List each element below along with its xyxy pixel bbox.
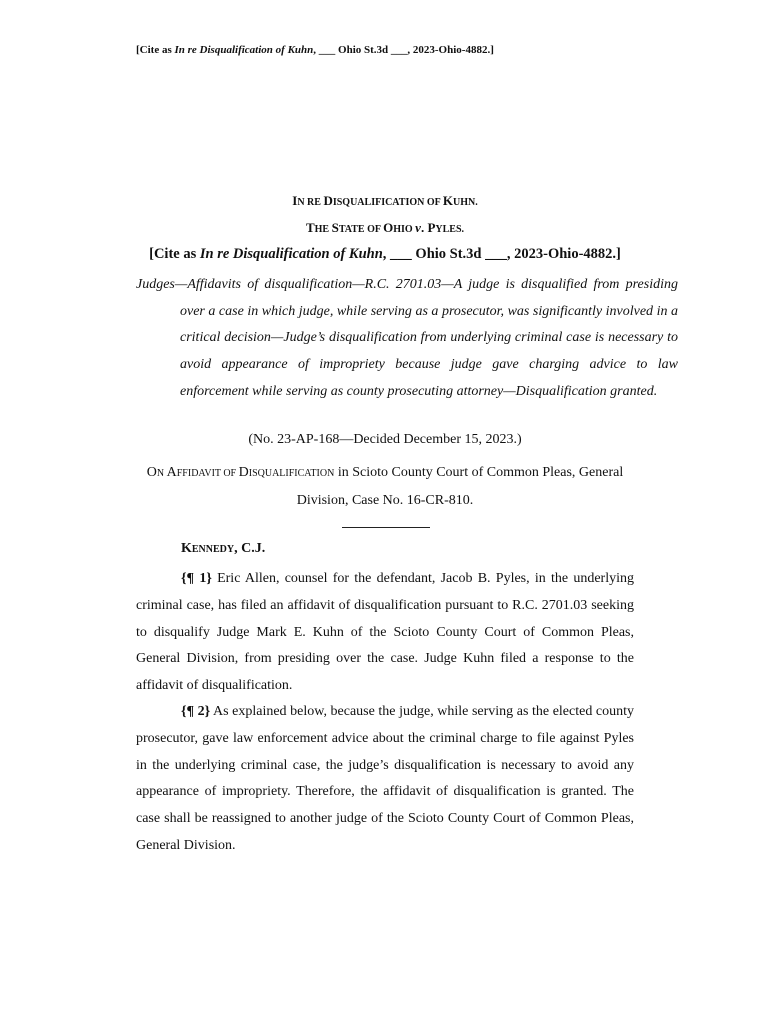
caption-letter: T (305, 220, 315, 235)
smallcaps-letter: A (166, 465, 177, 480)
running-head-case-name: In re Disqualification of Kuhn (174, 44, 314, 56)
caption-smallcaps: N RE (297, 197, 324, 208)
caption-smallcaps: HE (314, 224, 332, 235)
citation-line (0, 246, 770, 263)
caption-dot: . (420, 220, 428, 235)
caption-smallcaps: UHN. (452, 197, 478, 208)
smallcaps-text: N (156, 468, 167, 479)
opinion-paragraph-2 (136, 699, 634, 860)
author-suffix: , C.J. (234, 541, 266, 556)
case-caption-line-2 (0, 220, 770, 236)
on-affidavit-line (136, 459, 634, 514)
smallcaps-letter: O (146, 465, 157, 480)
smallcaps-text: FFIDAVIT OF (176, 468, 239, 479)
author-letter: K (181, 541, 192, 556)
caption-smallcaps: YLES. (435, 224, 465, 235)
caption-letter: S (331, 220, 339, 235)
citation-suffix: , ___ Ohio St.3d ___, 2023-Ohio-4882.] (382, 246, 621, 262)
case-caption-line-1 (0, 193, 770, 209)
opinion-author (181, 541, 265, 557)
syllabus: Judges—Affidavits of disqualification—R.C. 2701.03—A judge is disqualified from presiding over a case in which judge, while serving as a prosecutor, was significantly involved in a critical decision—Judge’s disqualification from underlying criminal case is necessary to avoid appearance of impropriety because judge gave charging advice to law enforcement while serving as county prosecuting attorney—Disqualification granted. (136, 277, 678, 399)
caption-letter: K (442, 193, 453, 208)
caption-letter: O (383, 220, 394, 235)
caption-letter: D (323, 193, 333, 208)
caption-smallcaps: ISQUALIFICATION OF (332, 197, 443, 208)
citation-prefix: [Cite as (149, 246, 200, 262)
smallcaps-letter: D (238, 465, 249, 480)
caption-letter: I (292, 193, 298, 208)
caption-smallcaps: HIO (393, 224, 416, 235)
paragraph-number: {¶ 1} (181, 571, 212, 586)
running-head (136, 44, 494, 56)
caption-smallcaps: TATE OF (338, 224, 384, 235)
smallcaps-text: ISQUALIFICATION (248, 468, 335, 479)
paragraph-number: {¶ 2} (181, 704, 211, 719)
paragraph-text: Eric Allen, counsel for the defendant, Jacob B. Pyles, in the underlying criminal case, has filed an affidavit of disqualification pursuant to R.C. 2701.03 seeking to disqualify Judge Mark E. Kuhn of the Scioto County Court of Common Pleas, General Division, from presiding over the case. Judge Kuhn filed a response to the affidavit of disqualification. (136, 571, 634, 694)
caption-letter: P (427, 220, 436, 235)
author-smallcaps: ENNEDY (191, 544, 235, 555)
section-divider (342, 527, 430, 528)
running-head-suffix: , ___ Ohio St.3d ___, 2023-Ohio-4882.] (313, 44, 494, 56)
caption-versus: v (415, 220, 421, 235)
paragraph-text: As explained below, because the judge, while serving as the elected county prosecutor, gave law enforcement advice about the criminal charge to file against Pyles in the underlying criminal case, the judge’s disqualification is necessary to avoid any appearance of impropriety. Therefore, the affidavit of disqualification is granted. The case shall be reassigned to another judge of the Scioto County Court of Common Pleas, General Division. (136, 704, 635, 853)
running-head-prefix: [Cite as (136, 44, 175, 56)
decided-line: (No. 23-AP-168—Decided December 15, 2023.) (248, 432, 522, 447)
court-and-case-number: in Scioto County Court of Common Pleas, General Division, Case No. 16-CR-810. (296, 465, 624, 508)
opinion-paragraph-1 (136, 566, 634, 700)
citation-case-name: In re Disqualification of Kuhn (199, 246, 383, 262)
